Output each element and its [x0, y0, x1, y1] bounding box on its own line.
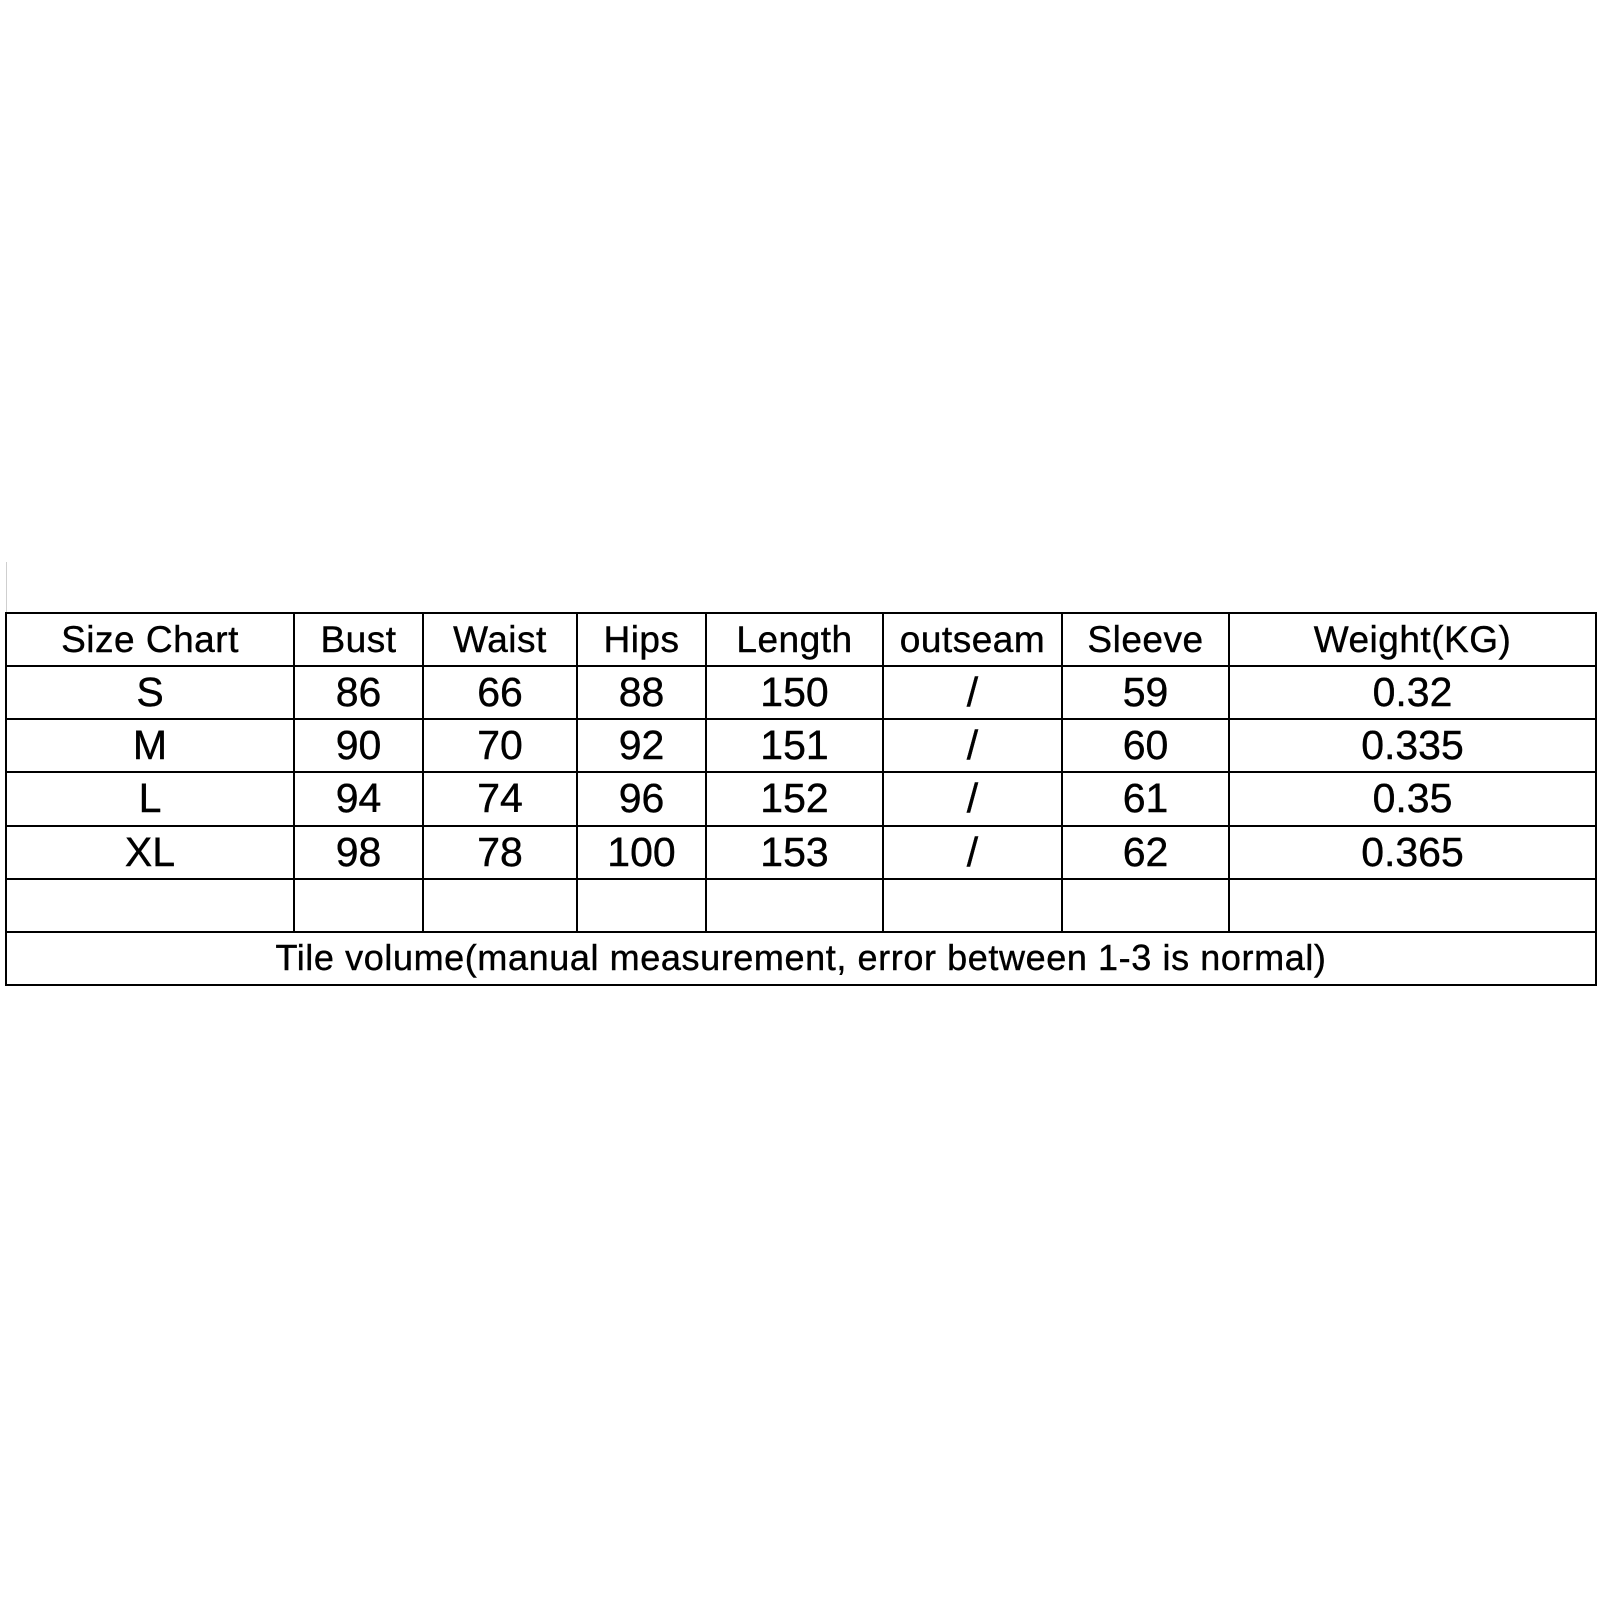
size-cell: S	[6, 666, 294, 719]
bust-cell: 94	[294, 772, 423, 825]
header-sleeve: Sleeve	[1062, 613, 1229, 666]
header-outseam: outseam	[883, 613, 1062, 666]
size-chart-table	[5, 612, 1597, 986]
weight-cell: 0.32	[1229, 666, 1596, 719]
empty-cell	[423, 879, 577, 932]
outseam-cell: /	[883, 719, 1062, 772]
empty-cell	[1229, 879, 1596, 932]
sleeve-cell: 60	[1062, 719, 1229, 772]
outseam-cell: /	[883, 772, 1062, 825]
table-row	[6, 772, 1596, 825]
hips-cell: 96	[577, 772, 706, 825]
sleeve-cell: 61	[1062, 772, 1229, 825]
outseam-cell: /	[883, 666, 1062, 719]
size-cell: L	[6, 772, 294, 825]
size-cell: XL	[6, 826, 294, 879]
sleeve-cell: 62	[1062, 826, 1229, 879]
empty-cell	[883, 879, 1062, 932]
header-bust: Bust	[294, 613, 423, 666]
note-row	[6, 932, 1596, 985]
empty-cell	[577, 879, 706, 932]
header-length: Length	[706, 613, 883, 666]
bust-cell: 98	[294, 826, 423, 879]
waist-cell: 74	[423, 772, 577, 825]
length-cell: 152	[706, 772, 883, 825]
hips-cell: 92	[577, 719, 706, 772]
weight-cell: 0.35	[1229, 772, 1596, 825]
hips-cell: 88	[577, 666, 706, 719]
header-row	[6, 613, 1596, 666]
table-row	[6, 826, 1596, 879]
waist-cell: 78	[423, 826, 577, 879]
header-size-chart: Size Chart	[6, 613, 294, 666]
empty-row	[6, 879, 1596, 932]
weight-cell: 0.335	[1229, 719, 1596, 772]
empty-cell	[706, 879, 883, 932]
header-weight: Weight(KG)	[1229, 613, 1596, 666]
hips-cell: 100	[577, 826, 706, 879]
empty-cell	[294, 879, 423, 932]
edge-divider	[6, 562, 7, 612]
empty-cell	[1062, 879, 1229, 932]
measurement-note: Tile volume(manual measurement, error between 1-3 is normal)	[6, 932, 1596, 985]
waist-cell: 66	[423, 666, 577, 719]
size-cell: M	[6, 719, 294, 772]
weight-cell: 0.365	[1229, 826, 1596, 879]
length-cell: 153	[706, 826, 883, 879]
sleeve-cell: 59	[1062, 666, 1229, 719]
table-row	[6, 719, 1596, 772]
table-row	[6, 666, 1596, 719]
header-waist: Waist	[423, 613, 577, 666]
waist-cell: 70	[423, 719, 577, 772]
empty-cell	[6, 879, 294, 932]
length-cell: 151	[706, 719, 883, 772]
length-cell: 150	[706, 666, 883, 719]
bust-cell: 90	[294, 719, 423, 772]
outseam-cell: /	[883, 826, 1062, 879]
bust-cell: 86	[294, 666, 423, 719]
header-hips: Hips	[577, 613, 706, 666]
